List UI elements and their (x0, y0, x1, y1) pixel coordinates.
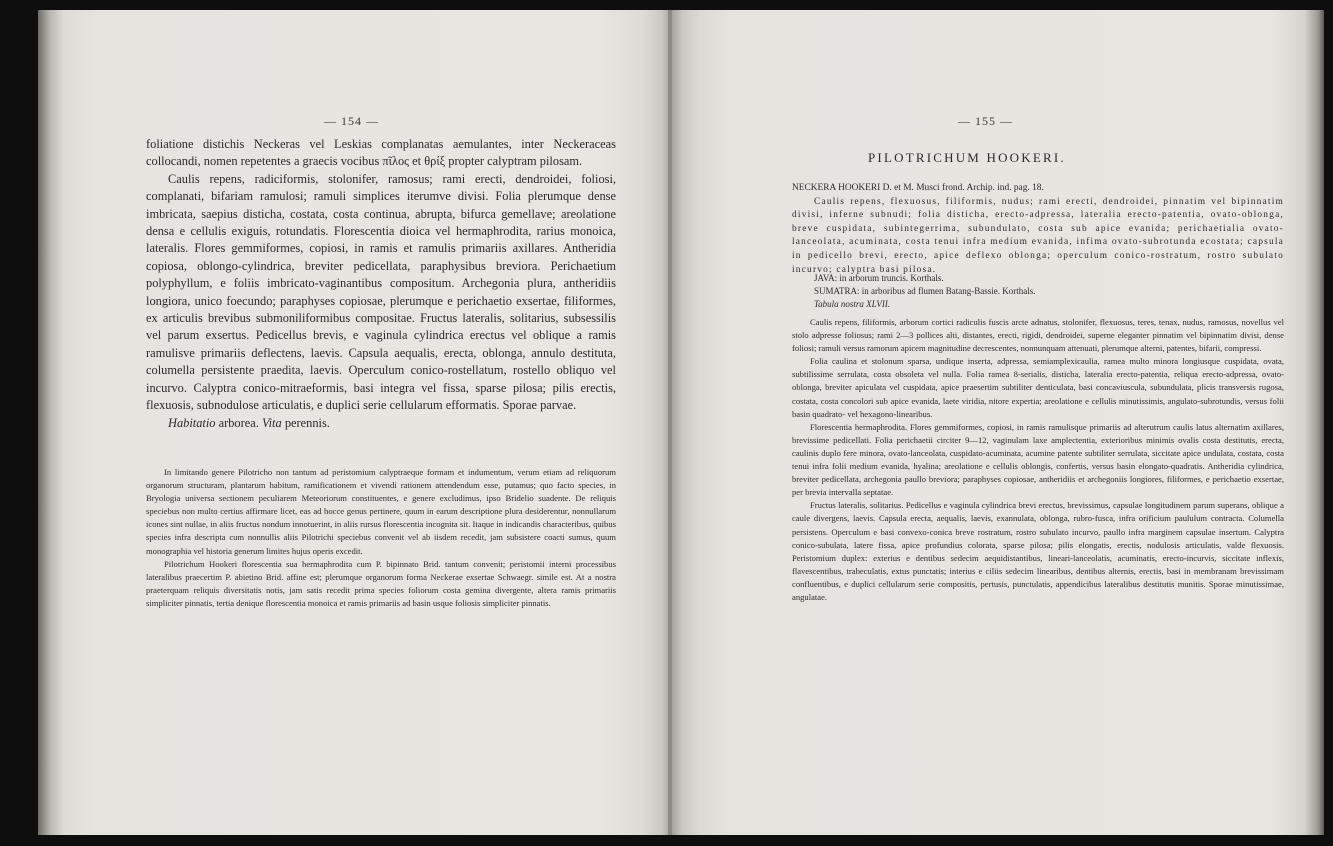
vita-label: Vita (261, 415, 282, 430)
description-2: Folia caulina et stolonum sparsa, undique inserta, adpressa, semiamplexicaulia, ramea multo minora longiusque cuspidata, ovata, subtilissime serrulata, costa obsoleta vel nulla. Folia ramea 8-serialis, disticha, lateralia erecto-patentia, reliqua erecto-adpressa, ovato-oblonga, breviter apiculata vel cuspidata, apice praesertim subtiliter denticulata, basi concaviuscula, subundulata, plicis transversis rugosa, costata, costa concolori sub apice evanida, laete viridia, nitore expertia; areolatione e cellulis minutissimis, angulato-subrotundis, versus folii basin quadrato- vel hexagono-linearibus. (792, 356, 1284, 419)
description-4: Fructus lateralis, solitarius. Pedicellus e vaginula cylindrica brevi erectus, brevissimus, capsulae longitudinem parum superans, oblique a caule divergens, laevis. Capsula erecta, aequalis, laevis, exannulata, oblonga, rubro-fusca, infra orificium paululum contracta. Columella persistens. Operculum e basi convexo-conica breve rostratum, rostro subulato incurvo, paullo infra marginem capsulae insertum. Calyptra conico-subulata, latere fissa, apice profundius colorata, sparse pilosa; pilis elongatis, erectis, nodulosis articulatis, valde flexuosis. Peristomium duplex: exterius e dentibus sedecim aequidistantibus, lineari-lanceolatis, acuminatis, erecto-incurvis, siccitate inflexis, flavescentibus, trabeculatis, extus punctatis; interius e ciliis sedecim linearibus, dentibus alternis, erectis, basi in membranam brevissimam confluentibus, e duplici cellularum serie compositis, pertusis, punctulatis, appendicibus lateralibus destitutis munitis. Sporae minutissimae, angulatae. (792, 500, 1284, 602)
localities (792, 272, 1284, 311)
diagnosis: Caulis repens, flexuosus, filiformis, nudus; rami erecti, dendroidei, pinnatim vel bipinnatim divisi, inferne subnudi; folia disticha, erecto-adpressa, lateralia erecto-patentia, ovato-oblonga, breve cuspidata, subintegerrima, subundulato, costa sub apice evanida; perichaetialia ovato-lanceolata, acuminata, costa tenui infra medium evanida, infima ovato-subrotunda ecostata; capsula in pedicello brevi, erecto, apice deflexo oblonga; operculum conico-rostratum, rostro subulato incurvo; calyptra basi pilosa. (792, 196, 1284, 275)
book-spread (38, 10, 1324, 835)
genus-description (146, 136, 616, 432)
synonym: NECKERA HOOKERI D. et M. Musci frond. Archip. ind. pag. 18. (792, 183, 1044, 193)
main-paragraph-2: Caulis repens, radiciformis, stolonifer, ramosus; rami erecti, dendroidei, foliosi, complanati, bifariam ramulosi; ramuli simplices iterumve divisi. Folia plerumque dense imbricata, saepius disticha, costata, costa continua, abrupta, bifurca gemellave; areolatione densa e cellulis exiguis, rotundatis. Florescentia dioica vel hermaphrodita, rarius monoica, lateralis. Flores gemmiformes, copiosi, in ramis et ramulis primariis axillares. Antheridia copiosa, oblongo-cylindrica, breviter pedicellata, paraphysibus breviora. Perichaetium polyphyllum, e foliis imbricato-vaginantibus compositum. Archegonia plura, antheridiis longiora, unico foecundo; paraphyses copiosae, plerumque e perichaetio exsertae, filiformes, ex articulis brevibus submoniliformibus compositae. Fructus lateralis, solitarius, subsessilis vel parum exsertus. Pedicellus brevis, e vaginula cylindrica erectus vel oblique a ramis ramulisve primariis deflectens, laevis. Capsula aequalis, erecta, oblonga, annulo destituta, columella persistente praedita, laevis. Operculum conico-rostellatum, rostello obliquo vel incurvo. Calyptra conico-mitraeformis, basi integra vel fissa, sparse pilosa; pilis erectis, flexuosis, subnodulose articulatis, e duplici serie cellularum efformatis. Sporae parvae. (146, 171, 616, 413)
species-diagnosis (792, 182, 1284, 277)
page-number-right: — 155 — (958, 114, 1013, 128)
small-paragraph-1: In limitando genere Pilotricho non tantum ad peristomium calyptraeque formam et indumentum, verum etiam ad reliquorum organorum structuram, plantarum habitum, ramificationem et vivendi rationem attendendum esse, putamus; quo facto species, in Bryologia universa sectionem peculiarem Meteoriorum constituentes, e genere excludimus, ipso Bridelio suadente. De reliquis speciebus non multo certius affirmare licet, eas ad hocce genus pertinere, quum in earum descriptione plura desiderentur, nonnullarum icones sint nullae, in aliis fructus nondum innotuerint, in aliis rursus florescentia incognita sit. Itaque in indicandis characteribus, quibus species infra descripta cum nonnullis aliis Pilotrichi speciebus convenit vel ab iisdem recedit, jam subsistere coacti sumus, quum monographia vel historia generum limites hujus operis excedit. (146, 467, 616, 556)
species-description (792, 316, 1284, 604)
locality-java: JAVA: in arborum truncis. Korthals. (814, 273, 944, 283)
small-paragraph-2: Pilotrichum Hookeri florescentia sua hermaphrodita cum P. bipinnato Brid. tantum convenit; peristomii interni processibus lateralibus praecertim P. abietino Brid. affine est; plerumque organorum forma Neckerae exsertae Schwaegr. simile est. At a nostra praeterquam reliquis diversitatis notis, jam satis recedit prima species foliorum costa gemina divergente, altera ramis primariis simpliciter pinnatis, tertia denique florescentia monoica et ramis primariis ad basin usque foliosis simpliciter pinnatis. (146, 558, 616, 608)
page-number-left: — 154 — (324, 114, 379, 128)
habitatio-line (146, 415, 616, 432)
habitatio-text: arborea. (218, 415, 259, 430)
species-title: PILOTRICHUM HOOKERI. (868, 150, 1066, 165)
right-page (672, 10, 1324, 835)
tabula: Tabula nostra XLVII. (814, 299, 891, 309)
genus-remarks (146, 466, 616, 610)
habitatio-label: Habitatio (168, 415, 216, 430)
description-3: Florescentia hermaphrodita. Flores gemmiformes, copiosi, in ramis ramulisque primariis ad alterutrum caulis latus alternatim axillares, brevissime pedicellati. Folia perichaetii circiter 9—12, vaginulam laxe amplectentia, exterioribus minimis ovalis costa destitutis, erecta, caulinis duplo fere minora, ovato-lanceolata, cuspidato-acuminata, acumine patente subtiliter serrulata, siccitate apice undulata, costata, costa tenui infra folii medium evanida, hyalina; areolatione e cellulis oblongis, confertis, versus basin elongato-quadratis. Antheridia cylindrica, breviter pedicellata, archegonia paullo breviora; paraphyses copiosae, antheridiis et archegoniis longiores, filiformes, e perichaetio exsertae, per brevia intervalla septatae. (792, 421, 1284, 498)
main-paragraph-1: foliatione distichis Neckeras vel Leskias complanatas aemulantes, inter Neckeraceas collocandi, nomen repetentes a graecis vocibus πῖλος et θρίξ propter calyptram pilosam. (146, 137, 616, 169)
left-page (38, 10, 670, 835)
description-1: Caulis repens, filiformis, arborum cortici radiculis fuscis arcte adnatus, stolonifer, flexuosus, teres, tenax, nudus, ramosus, novellus vel stolo adpresse foliosus; rami 2—3 pollices alti, distantes, erecti, rigidi, dendroidei, superne eleganter pinnatim vel bipinnatim divisi, dense foliosi; ramuli versus ramorum apicem magnitudine decrescentes, nonnunquam attenuati, plerumque alterni, patentes, bifarii, compressi. (792, 317, 1284, 354)
vita-text: perennis. (284, 415, 330, 430)
locality-sumatra: SUMATRA: in arboribus ad flumen Batang-Bassie. Korthals. (814, 286, 1036, 296)
